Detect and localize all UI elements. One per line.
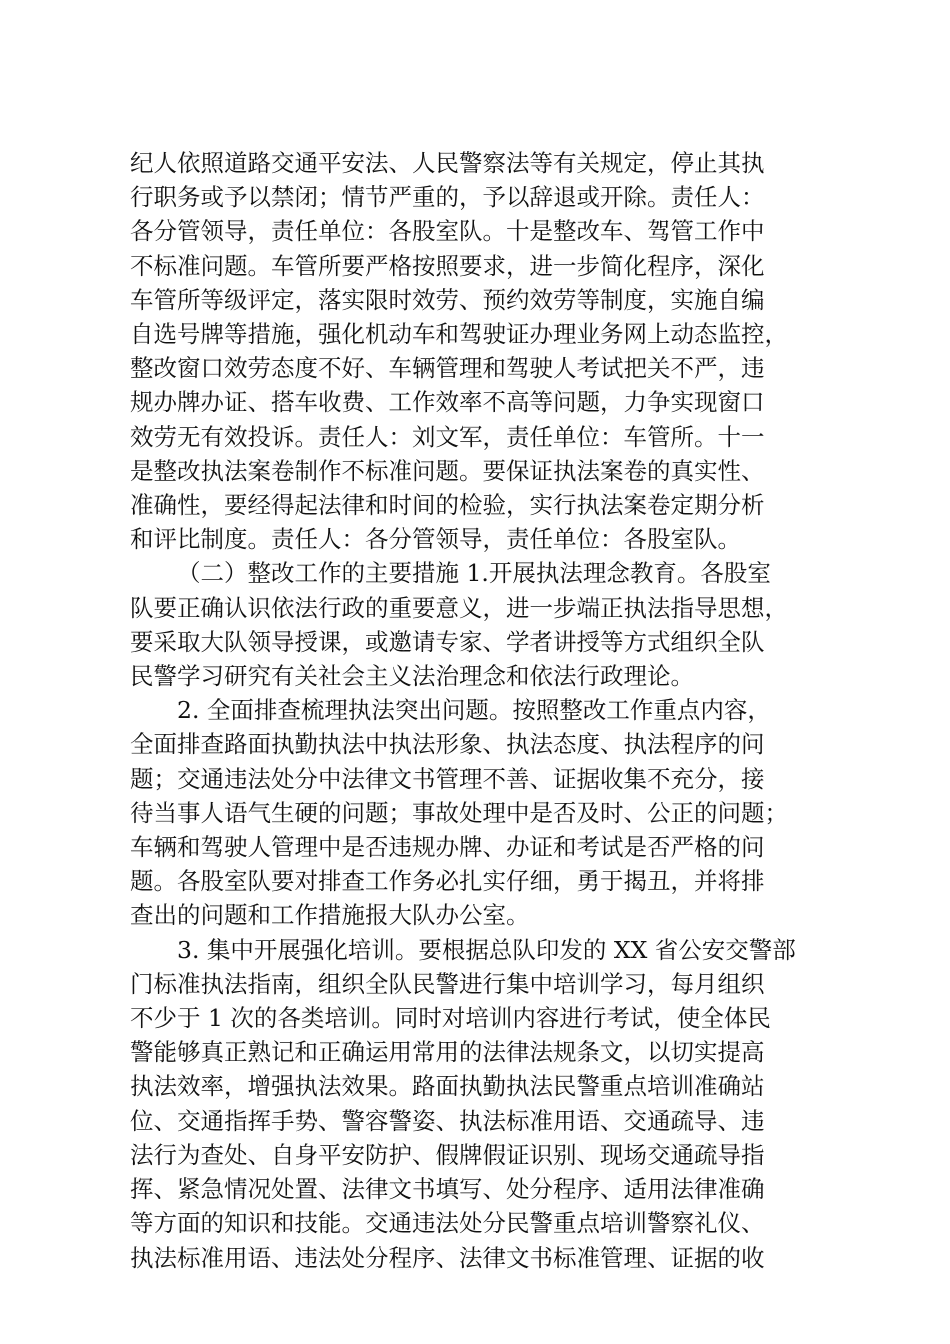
text-line: 题。各股室队要对排查工作务必扎实仔细，勇于揭丑，并将排 (130, 867, 765, 896)
text-line: 要采取大队领导授课，或邀请专家、学者讲授等方式组织全队 (130, 627, 765, 656)
text-line: 2. 全面排查梳理执法突出问题。按照整改工作重点内容， (177, 696, 771, 725)
text-line: 队要正确认识依法行政的重要意义，进一步端正执法指导思想， (130, 593, 788, 622)
text-line: 自选号牌等措施，强化机动车和驾驶证办理业务网上动态监控， (130, 320, 788, 349)
text-line: 纪人依照道路交通平安法、人民警察法等有关规定，停止其执 (130, 149, 765, 177)
text-line: 不少于 1 次的各类培训。同时对培训内容进行考试，使全体民 (130, 1004, 771, 1033)
text-line: 整改窗口效劳态度不好、车辆管理和驾驶人考试把关不严，违 (130, 354, 765, 383)
text-line: 法行为查处、自身平安防护、假牌假证识别、现场交通疏导指 (130, 1140, 765, 1169)
text-line: 是整改执法案卷制作不标准问题。要保证执法案卷的真实性、 (130, 456, 765, 485)
text-line: 准确性，要经得起法律和时间的检验，实行执法案卷定期分析 (130, 491, 765, 520)
text-line: 位、交通指挥手势、警容警姿、执法标准用语、交通疏导、违 (130, 1106, 765, 1135)
text-line: 警能够真正熟记和正确运用常用的法律法规条文，以切实提高 (130, 1038, 765, 1067)
text-line: 民警学习研究有关社会主义法治理念和依法行政理论。 (130, 662, 694, 691)
text-line: 规办牌办证、搭车收费、工作效率不高等问题，力争实现窗口 (130, 388, 765, 417)
text-line: 待当事人语气生硬的问题；事故处理中是否及时、公正的问题； (130, 798, 788, 827)
text-line: 车管所等级评定，落实限时效劳、预约效劳等制度，实施自编 (130, 285, 765, 314)
text-line: 全面排查路面执勤执法中执法形象、执法态度、执法程序的问 (130, 730, 765, 759)
text-line: 效劳无有效投诉。责任人：刘文军，责任单位：车管所。十一 (130, 422, 765, 451)
text-line: 各分管领导，责任单位：各股室队。十是整改车、驾管工作中 (130, 217, 765, 246)
text-line: （二）整改工作的主要措施 1.开展执法理念教育。各股室 (177, 559, 771, 588)
text-line: 3. 集中开展强化培训。要根据总队印发的 XX 省公安交警部 (177, 935, 796, 964)
text-line: 执法标准用语、违法处分程序、法律文书标准管理、证据的收 (130, 1243, 765, 1272)
text-line: 和评比制度。责任人：各分管领导，责任单位：各股室队。 (130, 525, 741, 554)
text-line: 车辆和驾驶人管理中是否违规办牌、办证和考试是否严格的问 (130, 833, 765, 862)
text-line: 题；交通违法处分中法律文书管理不善、证据收集不充分，接 (130, 764, 765, 793)
text-line: 不标准问题。车管所要严格按照要求，进一步简化程序，深化 (130, 251, 765, 280)
document-body (130, 146, 824, 1275)
paragraph (130, 146, 824, 556)
text-line: 行职务或予以禁闭；情节严重的，予以辞退或开除。责任人： (130, 183, 765, 212)
paragraph (130, 933, 824, 1275)
text-line: 查出的问题和工作措施报大队办公室。 (130, 901, 530, 930)
text-line: 等方面的知识和技能。交通违法处分民警重点培训警察礼仪、 (130, 1209, 765, 1238)
paragraph (130, 693, 824, 932)
paragraph (130, 556, 824, 693)
text-line: 挥、紧急情况处置、法律文书填写、处分程序、适用法律准确 (130, 1175, 765, 1204)
text-line: 执法效率，增强执法效果。路面执勤执法民警重点培训准确站 (130, 1072, 765, 1101)
text-line: 门标准执法指南，组织全队民警进行集中培训学习，每月组织 (130, 969, 765, 998)
